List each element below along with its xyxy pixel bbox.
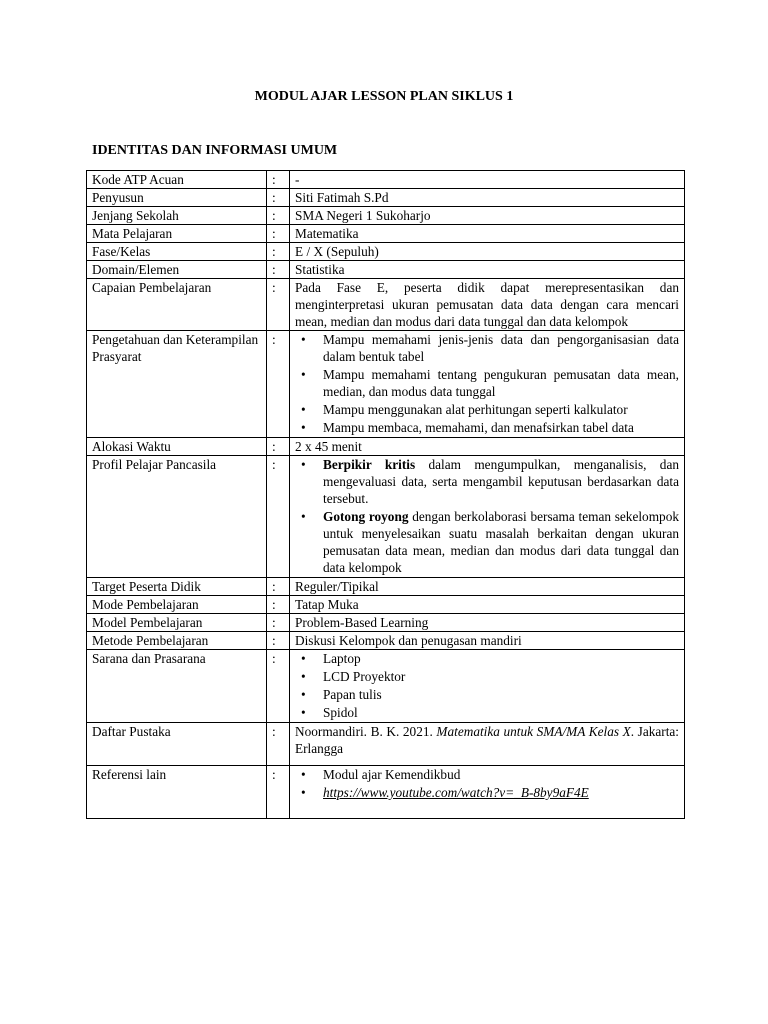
row-label: Capaian Pembelajaran [87, 279, 267, 331]
row-referensi [87, 766, 685, 819]
row-label: Mata Pelajaran [87, 225, 267, 243]
row-label: Target Peserta Didik [87, 578, 267, 596]
row-value: Statistika [290, 261, 685, 279]
profil-list [295, 456, 679, 576]
row-alokasi [87, 438, 685, 456]
pustaka-author: Noormandiri. B. K. 2021. [295, 724, 437, 739]
row-value [290, 331, 685, 438]
profil-keyword: Gotong royong [323, 509, 409, 524]
colon: : [267, 279, 290, 331]
youtube-link[interactable]: https://www.youtube.com/watch?v=_B-8by9aF4E [323, 785, 589, 800]
list-item [323, 784, 679, 801]
list-item: • Mampu membaca, memahami, dan menafsirkan tabel data [323, 419, 679, 436]
row-prasyarat [87, 331, 685, 438]
list-item: • Papan tulis [323, 686, 679, 703]
list-item [323, 508, 679, 576]
row-label: Fase/Kelas [87, 243, 267, 261]
row-label: Pengetahuan dan Keterampilan Prasyarat [87, 331, 267, 438]
row-metode [87, 632, 685, 650]
row-label: Referensi lain [87, 766, 267, 819]
row-target [87, 578, 685, 596]
profil-keyword: Berpikir kritis [323, 457, 416, 472]
row-jenjang [87, 207, 685, 225]
page-title: MODUL AJAR LESSON PLAN SIKLUS 1 [254, 89, 514, 104]
list-item: • Mampu memahami jenis-jenis data dan pengorganisasian data dalam bentuk tabel [323, 331, 679, 365]
row-label: Metode Pembelajaran [87, 632, 267, 650]
row-sarana [87, 650, 685, 723]
row-domain [87, 261, 685, 279]
row-label: Daftar Pustaka [87, 723, 267, 766]
row-fase [87, 243, 685, 261]
row-penyusun [87, 189, 685, 207]
row-value: 2 x 45 menit [290, 438, 685, 456]
row-label: Domain/Elemen [87, 261, 267, 279]
row-label: Profil Pelajar Pancasila [87, 456, 267, 578]
row-label: Sarana dan Prasarana [87, 650, 267, 723]
list-item: • Laptop [323, 650, 679, 667]
colon: : [267, 207, 290, 225]
row-label: Alokasi Waktu [87, 438, 267, 456]
colon: : [267, 766, 290, 819]
row-value: Diskusi Kelompok dan penugasan mandiri [290, 632, 685, 650]
row-value: - [290, 171, 685, 189]
profil-text: dengan berkolaborasi bersama teman sekelompok untuk menyelesaikan suatu masalah berkaitan dengan ukuran pemusatan data mean, median dan modus dari data tunggal dan data kelompok [323, 509, 679, 575]
row-value: Tatap Muka [290, 596, 685, 614]
prasyarat-list [295, 331, 679, 436]
colon: : [267, 261, 290, 279]
colon: : [267, 438, 290, 456]
row-label: Penyusun [87, 189, 267, 207]
pustaka-book-title: Matematika untuk SMA/MA Kelas X [436, 724, 631, 739]
row-value: Pada Fase E, peserta didik dapat merepresentasikan dan menginterpretasi ukuran pemusatan data data dengan cara mencari mean, median dan modus dari data tunggal dan data kelompok [290, 279, 685, 331]
row-value: Siti Fatimah S.Pd [290, 189, 685, 207]
row-value [290, 723, 685, 766]
row-label: Mode Pembelajaran [87, 596, 267, 614]
colon: : [267, 614, 290, 632]
row-profil [87, 456, 685, 578]
colon: : [267, 243, 290, 261]
row-value [290, 766, 685, 819]
row-kode-atp [87, 171, 685, 189]
colon: : [267, 632, 290, 650]
list-item: • Spidol [323, 704, 679, 721]
colon: : [267, 596, 290, 614]
row-label: Jenjang Sekolah [87, 207, 267, 225]
row-label: Model Pembelajaran [87, 614, 267, 632]
colon: : [267, 171, 290, 189]
list-item: • Mampu menggunakan alat perhitungan seperti kalkulator [323, 401, 679, 418]
pustaka-publisher: . Jakarta: Erlangga [295, 724, 679, 756]
row-value: Matematika [290, 225, 685, 243]
row-mapel [87, 225, 685, 243]
row-value: SMA Negeri 1 Sukoharjo [290, 207, 685, 225]
row-value [290, 456, 685, 578]
colon: : [267, 189, 290, 207]
row-label: Kode ATP Acuan [87, 171, 267, 189]
row-mode [87, 596, 685, 614]
colon: : [267, 456, 290, 578]
list-item: • Modul ajar Kemendikbud [323, 766, 679, 783]
row-value: Problem-Based Learning [290, 614, 685, 632]
colon: : [267, 650, 290, 723]
profil-text: dalam mengumpulkan, menganalisis, dan mengevaluasi data, serta mengambil keputusan berdasarkan data tersebut. [323, 457, 679, 506]
list-item: • LCD Proyektor [323, 668, 679, 685]
info-table [86, 170, 685, 819]
colon: : [267, 225, 290, 243]
list-item [323, 456, 679, 507]
referensi-list [295, 766, 679, 801]
row-pustaka [87, 723, 685, 766]
colon: : [267, 331, 290, 438]
row-value: Reguler/Tipikal [290, 578, 685, 596]
colon: : [267, 723, 290, 766]
colon: : [267, 578, 290, 596]
row-model [87, 614, 685, 632]
sarana-list [295, 650, 679, 721]
row-value [290, 650, 685, 723]
row-capaian [87, 279, 685, 331]
list-item: • Mampu memahami tentang pengukuran pemusatan data mean, median, dan modus data tunggal [323, 366, 679, 400]
section-heading: IDENTITAS DAN INFORMASI UMUM [92, 143, 338, 158]
row-value: E / X (Sepuluh) [290, 243, 685, 261]
